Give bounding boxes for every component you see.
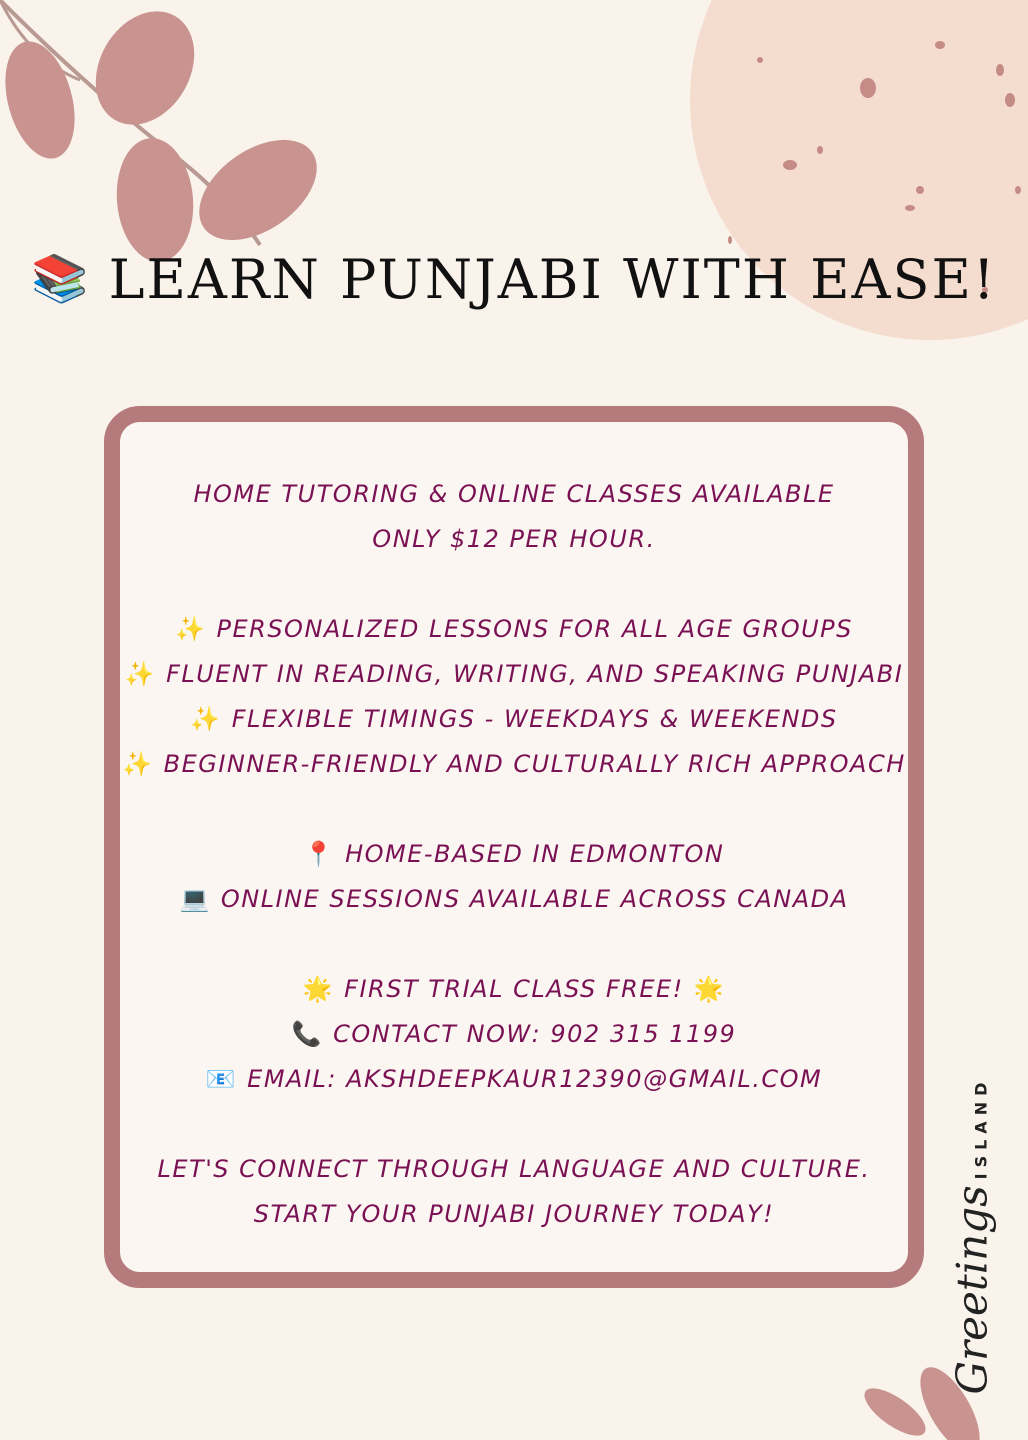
sparkles-icon: ✨ — [175, 615, 207, 643]
card-content — [120, 472, 908, 1237]
intro-line: HOME TUTORING & ONLINE CLASSES AVAILABLE — [193, 480, 835, 508]
email-text[interactable]: EMAIL: AKSHDEEPKAUR12390@GMAIL.COM — [247, 1065, 823, 1093]
sparkles-icon: ✨ — [190, 705, 222, 733]
brand-main: Greetings — [947, 1185, 997, 1395]
trial-line — [120, 967, 908, 1012]
sparkles-icon: ✨ — [122, 750, 154, 778]
feature-line — [120, 697, 908, 742]
spacer — [120, 922, 908, 967]
page-title — [0, 248, 1028, 311]
email-icon: 📧 — [205, 1065, 238, 1093]
brand-wordmark — [947, 1076, 997, 1395]
feature-line — [120, 652, 908, 697]
title-text: LEARN PUNJABI WITH EASE! — [108, 248, 997, 311]
laptop-icon: 💻 — [179, 885, 211, 913]
feature-line — [120, 607, 908, 652]
pin-icon: 📍 — [303, 840, 336, 868]
location-text: HOME-BASED IN EDMONTON — [345, 840, 725, 868]
price-line: ONLY $12 PER HOUR. — [372, 525, 656, 553]
info-card — [104, 406, 924, 1288]
contact-text[interactable]: CONTACT NOW: 902 315 1199 — [333, 1020, 737, 1048]
brand-sub: ISLAND — [971, 1076, 991, 1180]
phone-icon: 📞 — [291, 1020, 324, 1048]
feature-text: BEGINNER-FRIENDLY AND CULTURALLY RICH APPROACH — [163, 750, 906, 778]
feature-text: PERSONALIZED LESSONS FOR ALL AGE GROUPS — [216, 615, 853, 643]
sparkles-icon: ✨ — [124, 660, 157, 688]
location-line — [120, 832, 908, 877]
books-icon: 📚 — [31, 251, 91, 305]
star-icon: 🌟 — [693, 975, 726, 1003]
online-text: ONLINE SESSIONS AVAILABLE ACROSS CANADA — [220, 885, 849, 913]
closing-line: LET'S CONNECT THROUGH LANGUAGE AND CULTURE. — [157, 1155, 871, 1183]
closing-line: START YOUR PUNJABI JOURNEY TODAY! — [253, 1200, 775, 1228]
spacer — [120, 562, 908, 607]
leaf-branch-icon — [0, 0, 335, 265]
feature-text: FLUENT IN READING, WRITING, AND SPEAKING PUNJABI — [166, 660, 904, 688]
contact-line[interactable] — [120, 1012, 908, 1057]
spacer — [120, 787, 908, 832]
feature-text: FLEXIBLE TIMINGS - WEEKDAYS & WEEKENDS — [231, 705, 838, 733]
email-line[interactable] — [120, 1057, 908, 1102]
star-icon: 🌟 — [302, 975, 335, 1003]
trial-text: FIRST TRIAL CLASS FREE! — [344, 975, 684, 1003]
spacer — [120, 1102, 908, 1147]
online-line — [120, 877, 908, 922]
feature-line — [120, 742, 908, 787]
brand-logo — [932, 1076, 1012, 1430]
